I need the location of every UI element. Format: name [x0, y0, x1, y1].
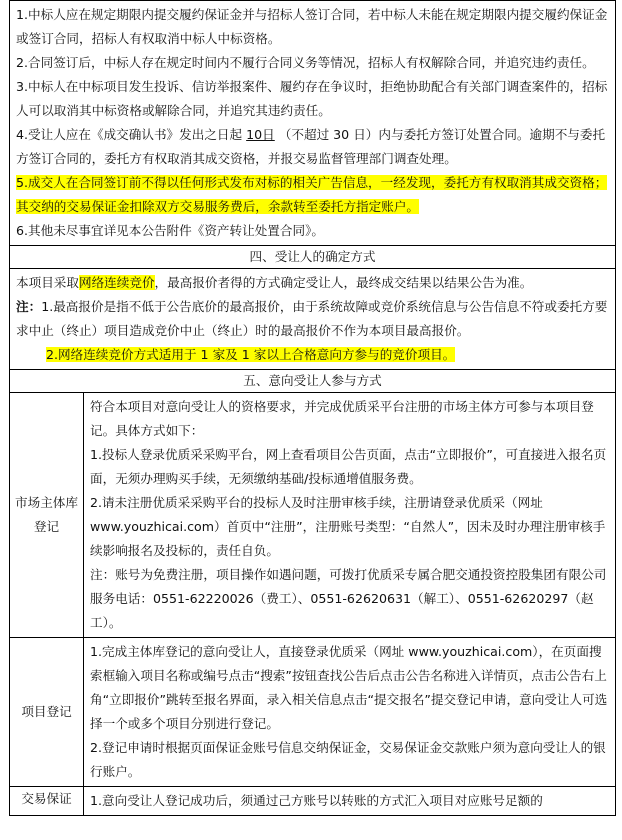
contract-terms-row: [10, 1, 616, 246]
term-item-4-days: 10日: [246, 127, 275, 142]
row-content-market: [84, 393, 616, 638]
section4-body: [10, 269, 616, 370]
row-label-market: 市场主体库登记: [10, 393, 84, 638]
market-para-2: 1.投标人登录优质采采购平台，网上查看项目公告页面，点击“立即报价”，可直接进入报名页面，无须办理购买手续，无须缴纳基础/投标通增值服务费。: [90, 447, 607, 486]
note-2-highlight: 2.网络连续竞价方式适用于 1 家及 1 家以上合格意向方参与的竞价项目。: [46, 347, 456, 362]
section4-header-row: [10, 246, 616, 269]
method-suffix: ，最高报价者得的方式确定受让人，最终成交结果以结果公告为准。: [154, 275, 533, 290]
deposit-para-1: 1.意向受让人登记成功后，须通过己方账号以转账的方式汇入项目对应账号足额的: [90, 793, 543, 808]
term-item-5-highlight: 5.成交人在合同签订前不得以任何形式发布对标的相关广告信息，一经发现，委托方有权取消其成交资格；其交纳的交易保证金扣除双方交易服务费后，余款转至委托方指定账户。: [16, 175, 608, 214]
registration-row-market: [10, 393, 616, 638]
section5-header-row: [10, 370, 616, 393]
project-para-1: 1.完成主体库登记的意向受让人，直接登录优质采（网址 www.youzhicai.com），在页面搜索框输入项目名称或编号点击“搜索”按钮查找公告后点击公告名称进入详情页，点击公告右上角“立即报价”跳转至报名界面，录入相关信息点击“提交报名”提交登记申请，意向受让人可选择一个或多个项目分别进行登记。: [90, 644, 608, 731]
registration-row-project: [10, 638, 616, 787]
note-1: [16, 295, 609, 343]
term-item-4: [16, 123, 609, 171]
contract-terms-cell: [10, 1, 616, 246]
term-item-1: 1.中标人应在规定期限内提交履约保证金并与招标人签订合同，若中标人未能在规定期限内提交履约保证金或签订合同，招标人有权取消中标人中标资格。: [16, 7, 608, 46]
section5-title: 五、意向受让人参与方式: [10, 370, 616, 393]
method-highlight: 网络连续竞价: [78, 275, 155, 290]
market-para-4: 注：账号为免费注册，项目操作如遇问题，可拨打优质采专属合肥交通投资控股集团有限公司服务电话：0551-62220026（费工）、0551-62620631（解工）、0551-62620297（赵工）。: [90, 567, 607, 630]
method-line: [16, 271, 609, 295]
term-item-4-suffix: （不超过 30 日）内与委托方签订处置合同。逾期不与委托方签订合同的，委托方有权取消其成交资格，并报交易监督管理部门调查处理。: [16, 127, 606, 166]
note-1-text: 1.最高报价是指不低于公告底价的最高报价，由于系统故障或竞价系统信息与公告信息不符或委托方要求中止（终止）项目造成竞价中止（终止）时的最高报价不作为本项目最高报价。: [16, 299, 608, 338]
section4-title: 四、受让人的确定方式: [10, 246, 616, 269]
term-item-5: [16, 171, 609, 219]
note-2: [16, 343, 609, 367]
market-para-1: 符合本项目对意向受让人的资格要求，并完成优质采平台注册的市场主体方可参与本项目登记。具体方式如下：: [90, 399, 594, 438]
registration-row-deposit: [10, 787, 616, 816]
row-content-deposit: [84, 787, 616, 816]
row-label-deposit: 交易保证: [10, 787, 84, 816]
term-item-2: 2.合同签订后，中标人存在规定时间内不履行合同义务等情况，招标人有权解除合同，并追究违约责任。: [16, 55, 595, 70]
row-content-project: [84, 638, 616, 787]
project-para-2: 2.登记申请时根据页面保证金账号信息交纳保证金，交易保证金交款账户须为意向受让人的银行账户。: [90, 740, 606, 779]
announcement-table: [9, 0, 616, 816]
market-para-3: 2.请未注册优质采采购平台的投标人及时注册审核手续，注册请登录优质采（网址 www.youzhicai.com）首页中“注册”，注册账号类型：“自然人”，因未及时办理注册审核手续影响报名及投标的，责任自负。: [90, 495, 606, 558]
section4-body-row: [10, 269, 616, 370]
term-item-6: 6.其他未尽事宜详见本公告附件《资产转让处置合同》。: [16, 223, 324, 238]
note-label: 注：: [16, 299, 42, 314]
method-prefix: 本项目采取: [16, 275, 79, 290]
row-label-project: 项目登记: [10, 638, 84, 787]
term-item-4-prefix: 4.受让人应在《成交确认书》发出之日起: [16, 127, 243, 142]
term-item-3: 3.中标人在中标项目发生投诉、信访举报案件、履约存在争议时，拒绝协助配合有关部门调查案件的，招标人可以取消其中标资格或解除合同，并追究其违约责任。: [16, 79, 608, 118]
